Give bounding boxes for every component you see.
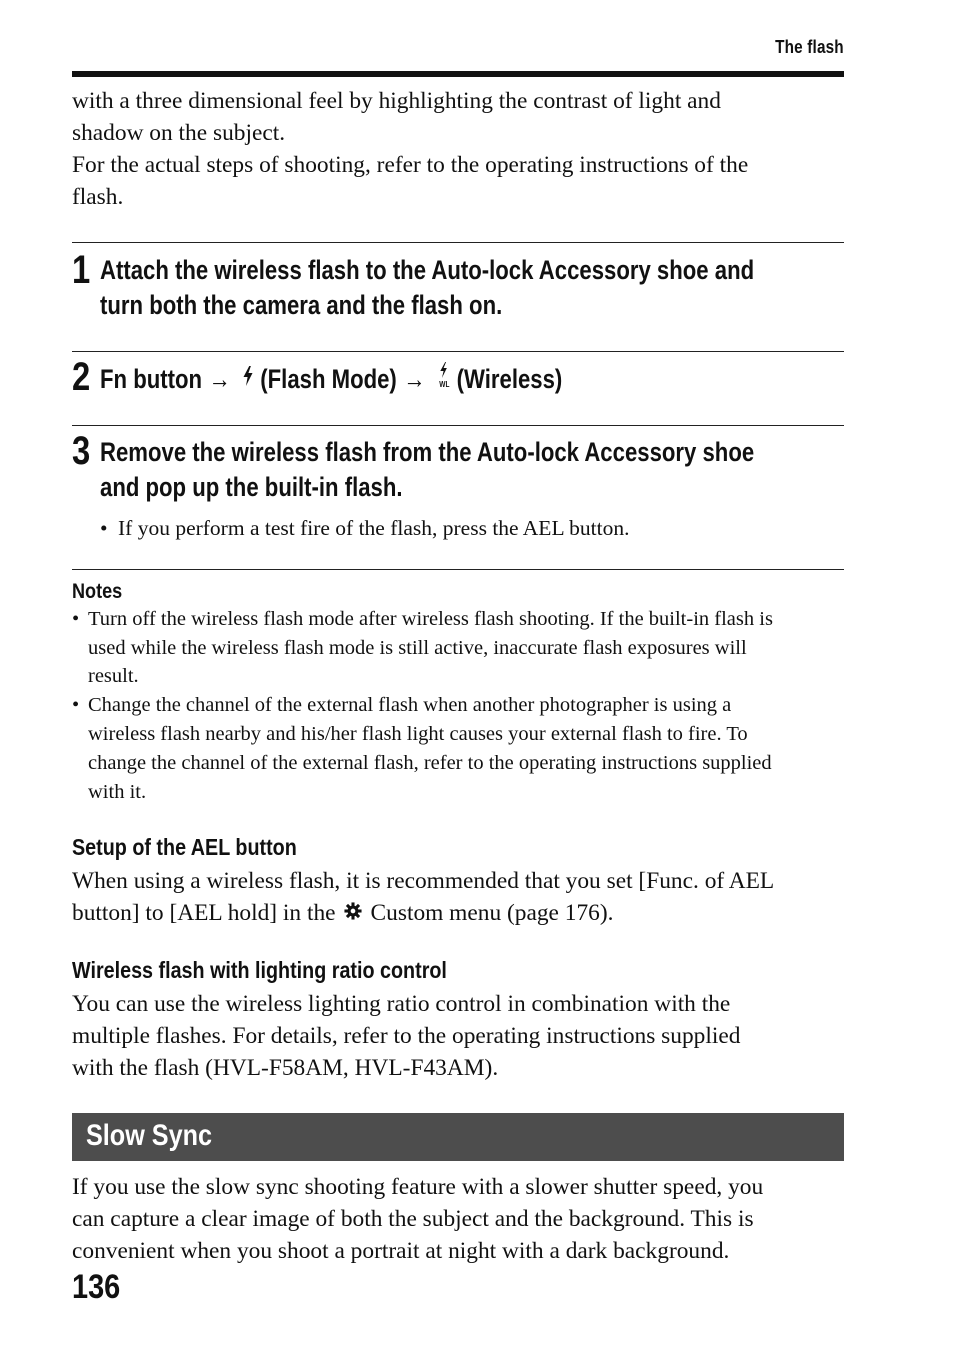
wireless-label: (Wireless) bbox=[456, 364, 563, 394]
note-bullet: • bbox=[72, 608, 80, 630]
step-number: 2 bbox=[72, 355, 91, 399]
step-divider bbox=[72, 351, 844, 352]
note-line: change the channel of the external flash, refer to the operating instructions supplied bbox=[88, 752, 772, 774]
section-heading: Setup of the AEL button bbox=[72, 834, 297, 860]
body-line: If you use the slow sync shooting feature with a slower shutter speed, you bbox=[72, 1174, 764, 1200]
body-line: can capture a clear image of both the subject and the background. This is bbox=[72, 1206, 754, 1232]
note-line: Turn off the wireless flash mode after wireless flash shooting. If the built-in flash is bbox=[88, 608, 773, 630]
intro-line: shadow on the subject. bbox=[72, 120, 286, 146]
flash-mode-label: (Flash Mode) bbox=[260, 364, 397, 394]
note-line: wireless flash nearby and his/her flash light causes your external flash to fire. To bbox=[88, 723, 748, 745]
note-line: with it. bbox=[88, 781, 147, 803]
page-number: 136 bbox=[72, 1268, 121, 1306]
notes-heading: Notes bbox=[72, 579, 123, 603]
step-instruction: turn both the camera and the flash on. bbox=[100, 290, 503, 320]
body-line: convenient when you shoot a portrait at night with a dark background. bbox=[72, 1238, 730, 1264]
notes-divider bbox=[72, 569, 844, 570]
step-instruction: Attach the wireless flash to the Auto-lock Accessory shoe and bbox=[100, 255, 755, 285]
running-header: The flash bbox=[775, 37, 844, 57]
section-title-bar bbox=[72, 1113, 844, 1161]
step-instruction: Remove the wireless flash from the Auto-lock Accessory shoe bbox=[100, 437, 755, 467]
step-instruction bbox=[100, 361, 562, 398]
step-instruction: and pop up the built-in flash. bbox=[100, 472, 403, 502]
header-rule bbox=[72, 71, 844, 77]
gear-icon bbox=[344, 897, 362, 929]
body-line: with the flash (HVL-F58AM, HVL-F43AM). bbox=[72, 1055, 499, 1081]
step-bullet-marker: • bbox=[100, 516, 108, 540]
body-line bbox=[72, 897, 614, 929]
flash-icon bbox=[242, 362, 255, 397]
arrow-right-icon: → bbox=[403, 364, 426, 394]
wireless-icon-text: WL bbox=[439, 379, 450, 389]
note-line: used while the wireless flash mode is still active, inaccurate flash exposures will bbox=[88, 637, 747, 659]
flash-wireless-icon bbox=[437, 361, 452, 398]
step-number: 3 bbox=[72, 429, 91, 473]
intro-line: flash. bbox=[72, 184, 124, 210]
fn-button-label: Fn button bbox=[100, 364, 203, 394]
step-divider bbox=[72, 425, 844, 426]
step-divider bbox=[72, 242, 844, 243]
section-heading: Wireless flash with lighting ratio control bbox=[72, 957, 447, 983]
body-line: multiple flashes. For details, refer to the operating instructions supplied bbox=[72, 1023, 741, 1049]
note-line: Change the channel of the external flash when another photographer is using a bbox=[88, 694, 732, 716]
step-bullet-text: If you perform a test fire of the flash, press the AEL button. bbox=[118, 516, 630, 540]
intro-line: with a three dimensional feel by highlighting the contrast of light and bbox=[72, 88, 721, 114]
body-text-fragment: Custom menu (page 176). bbox=[370, 900, 614, 926]
note-line: result. bbox=[88, 665, 139, 687]
body-text-fragment: button] to [AEL hold] in the bbox=[72, 900, 336, 926]
body-line: When using a wireless flash, it is recommended that you set [Func. of AEL bbox=[72, 868, 775, 894]
note-bullet: • bbox=[72, 694, 80, 716]
step-number: 1 bbox=[72, 248, 91, 292]
intro-line: For the actual steps of shooting, refer to the operating instructions of the bbox=[72, 152, 749, 178]
body-line: You can use the wireless lighting ratio control in combination with the bbox=[72, 991, 731, 1017]
arrow-right-icon: → bbox=[208, 364, 231, 394]
section-title: Slow Sync bbox=[86, 1119, 213, 1152]
